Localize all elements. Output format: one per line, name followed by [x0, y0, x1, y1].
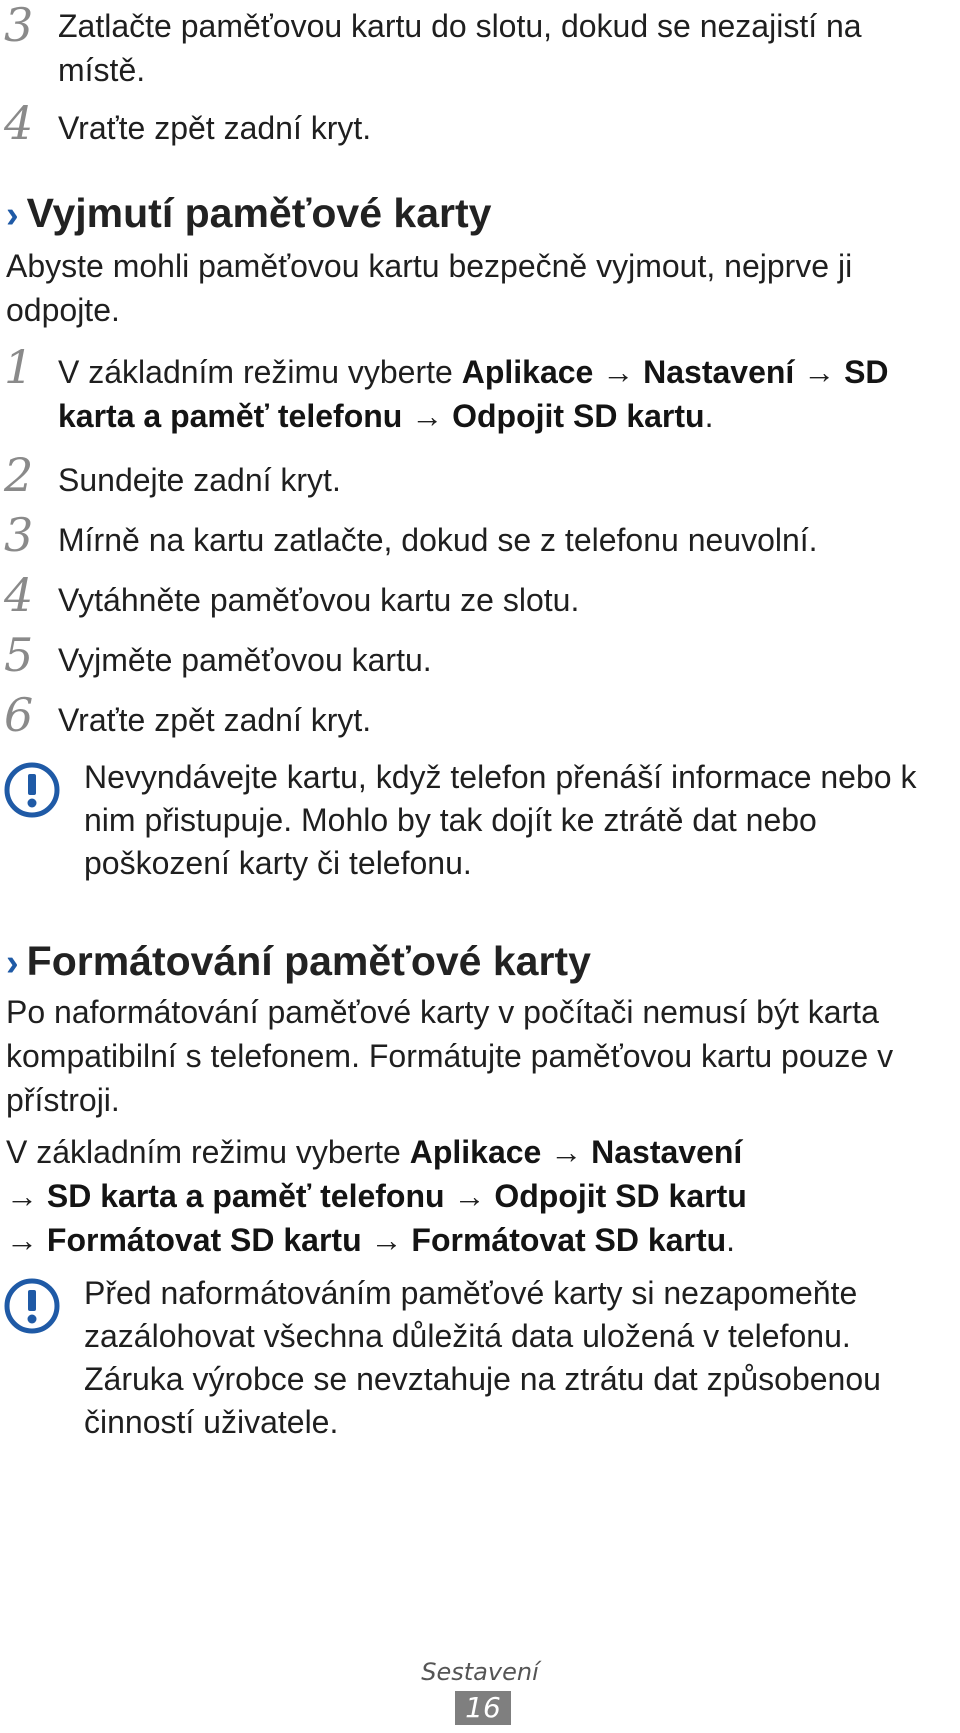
step-text: Vraťte zpět zadní kryt. — [58, 702, 372, 738]
heading-text: Formátování paměťové karty — [26, 938, 591, 984]
step-text: Mírně na kartu zatlačte, dokud se z telefonu neuvolní. — [58, 522, 818, 558]
chevron-right-icon: › — [6, 194, 19, 236]
menu-path-apps: Aplikace — [409, 1134, 542, 1170]
remove-intro: Abyste mohli paměťovou kartu bezpečně vyjmout, nejprve ji odpojte. — [6, 248, 853, 328]
warning-icon — [4, 762, 60, 818]
menu-path-settings: Nastavení — [591, 1134, 743, 1170]
footer-section-name: Sestavení — [421, 1658, 539, 1686]
step-text: Vytáhněte paměťovou kartu ze slotu. — [58, 582, 580, 618]
step-number: 3 — [4, 508, 34, 562]
step-number: 1 — [4, 340, 34, 394]
step-number: 2 — [4, 448, 34, 502]
step-number: 3 — [4, 0, 34, 52]
section-heading-format-card — [6, 936, 591, 988]
menu-path-apps: Aplikace — [461, 354, 594, 390]
section-heading-remove-card — [6, 188, 491, 240]
menu-path-unmount: Odpojit SD kartu — [452, 398, 705, 434]
menu-path-storage: SD karta a paměť telefonu — [46, 1178, 445, 1214]
step-text: Sundejte zadní kryt. — [58, 462, 341, 498]
step-text: Zatlačte paměťovou kartu do slotu, dokud se nezajistí na místě. — [58, 8, 862, 88]
page-number: 16 — [455, 1691, 511, 1725]
warning-text: Před naformátováním paměťové karty si nezapomeňte zazálohovat všechna důležitá data uložená v telefonu. Záruka výrobce se nevztahuje na ztrátu dat způsobenou činností uživatele. — [84, 1275, 881, 1440]
format-intro: Po naformátování paměťové karty v počítači nemusí být karta kompatibilní s telefonem. Formátujte paměťovou kartu pouze v přístroji. — [6, 994, 894, 1118]
menu-path-format-confirm: Formátovat SD kartu — [411, 1222, 727, 1258]
warning-icon — [4, 1278, 60, 1334]
heading-text: Vyjmutí paměťové karty — [26, 190, 492, 236]
menu-path-storage: SD karta a paměť telefonu — [58, 354, 889, 434]
step-number: 4 — [4, 96, 34, 150]
step-text: Vyjměte paměťovou kartu. — [58, 642, 432, 678]
step-text: Vraťte zpět zadní kryt. — [58, 110, 372, 146]
step-text: V základním režimu vyberte Aplikace → Nastavení → SD karta a paměť telefonu → Odpojit SD kartu. — [58, 354, 889, 434]
menu-path-settings: Nastavení — [643, 354, 795, 390]
menu-path-unmount: Odpojit SD kartu — [494, 1178, 747, 1214]
step-number: 5 — [4, 628, 34, 682]
step-number: 6 — [4, 688, 34, 742]
format-instruction: V základním režimu vyberte Aplikace → Nastavení → SD karta a paměť telefonu → Odpojit SD kartu → Formátovat SD kartu → Formátovat SD kartu. — [6, 1134, 747, 1258]
warning-text: Nevyndávejte kartu, když telefon přenáší informace nebo k nim přistupuje. Mohlo by tak dojít ke ztrátě dat nebo poškození karty či telefonu. — [84, 759, 917, 881]
step-number: 4 — [4, 568, 34, 622]
chevron-right-icon: › — [6, 942, 19, 984]
menu-path-format: Formátovat SD kartu — [46, 1222, 362, 1258]
